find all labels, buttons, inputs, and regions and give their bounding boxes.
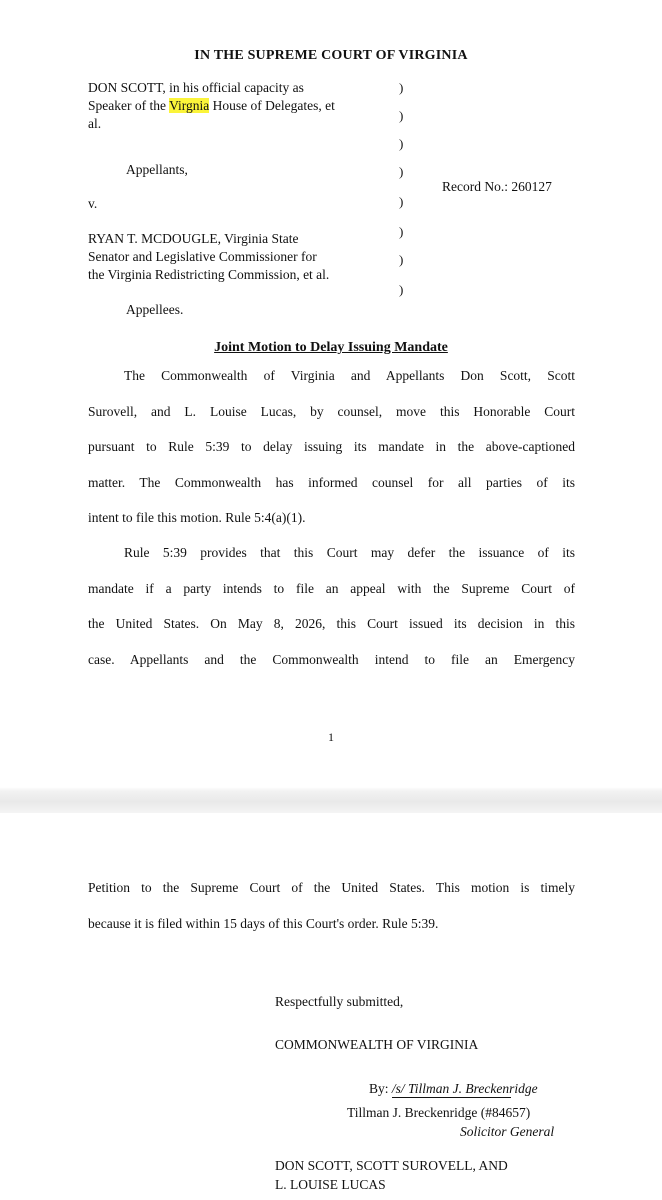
caption-paren: ) (399, 224, 404, 239)
caption-appellants-line1: DON SCOTT, in his official capacity as (88, 80, 304, 95)
parties-line-2: L. LOUISE LUCAS (275, 1177, 386, 1192)
caption-paren: ) (399, 136, 404, 151)
paragraph-line: Rule 5:39 provides that this Court may defer the issuance of its (124, 545, 575, 560)
caption-appellees-line3: the Virginia Redistricting Commission, et al. (88, 267, 330, 282)
highlighted-word: Virgnia (169, 98, 210, 113)
electronic-signature: /s/ Tillman J. Breckenridge (391, 1081, 538, 1096)
caption-paren: ) (399, 164, 404, 179)
parties-line-1: DON SCOTT, SCOTT SUROVELL, AND (275, 1158, 508, 1173)
paragraph-line: Surovell, and L. Louise Lucas, by counsel, move this Honorable Court (88, 403, 575, 419)
court-title: IN THE SUPREME COURT OF VIRGINIA (194, 48, 468, 63)
appellants-label: Appellants, (126, 162, 188, 177)
caption-appellees-line1: RYAN T. MCDOUGLE, Virginia State (88, 231, 299, 246)
caption-paren: ) (399, 252, 404, 267)
paragraph-1 (88, 358, 575, 536)
caption-paren: ) (399, 108, 404, 123)
paragraph-line: Petition to the Supreme Court of the United States. This motion is timely (88, 880, 575, 895)
paragraph-2 (88, 535, 575, 677)
page-break (0, 791, 662, 813)
signer-name: Tillman J. Breckenridge (#84657) (347, 1105, 531, 1120)
motion-heading: Joint Motion to Delay Issuing Mandate (214, 340, 448, 355)
signer-title: Solicitor General (460, 1124, 555, 1139)
paragraph-line: intent to file this motion. Rule 5:4(a)(1). (88, 510, 306, 525)
caption-appellants-line2 (88, 98, 335, 114)
caption-appellees-line2: Senator and Legislative Commissioner for (88, 249, 317, 264)
page-number: 1 (328, 730, 334, 744)
paragraph-line: pursuant to Rule 5:39 to delay issuing its mandate in the above-captioned (88, 439, 575, 454)
paragraph-line: matter. The Commonwealth has informed counsel for all parties of its (88, 474, 575, 490)
caption-appellants-line3: al. (88, 116, 102, 131)
paragraph-line: because it is filed within 15 days of this Court's order. Rule 5:39. (88, 915, 439, 931)
page2-paragraph (88, 870, 575, 941)
caption-paren: ) (399, 194, 404, 209)
caption-text: Speaker of the (88, 98, 170, 113)
closing: Respectfully submitted, (275, 994, 404, 1009)
paragraph-line: the United States. On May 8, 2026, this Court issued its decision in this (88, 616, 575, 631)
appellees-label: Appellees. (126, 302, 184, 317)
paragraph-line: The Commonwealth of Virginia and Appellants Don Scott, Scott (124, 368, 575, 383)
caption-paren: ) (399, 282, 404, 297)
record-number: Record No.: 260127 (442, 179, 552, 194)
signature-line (369, 1081, 538, 1098)
paragraph-line: mandate if a party intends to file an appeal with the Supreme Court of (88, 580, 575, 596)
versus: v. (88, 196, 98, 211)
signatory-org: COMMONWEALTH OF VIRGINIA (275, 1037, 479, 1052)
by-label: By: (369, 1081, 392, 1096)
caption-paren: ) (399, 80, 404, 95)
paragraph-line: case. Appellants and the Commonwealth intend to file an Emergency (88, 651, 575, 667)
caption-text: House of Delegates, et (209, 98, 335, 113)
